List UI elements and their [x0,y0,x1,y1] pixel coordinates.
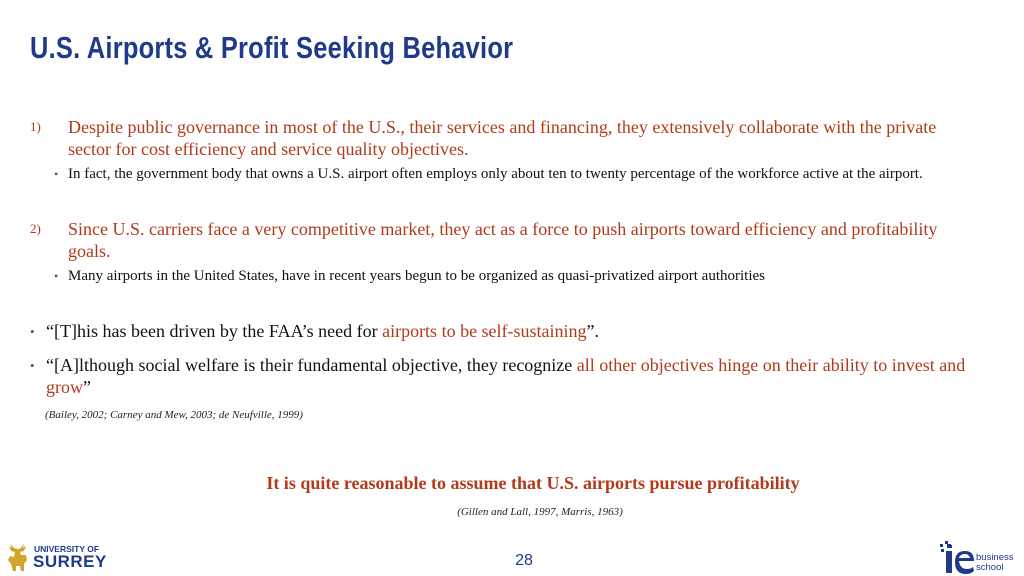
surrey-logo-line2: SURREY [33,552,107,571]
citation-quotes: (Bailey, 2002; Carney and Mew, 2003; de Neufville, 1999) [45,409,303,421]
bullet-icon: • [30,324,35,339]
conclusion-statement: It is quite reasonable to assume that U.S. airports pursue profitability [266,473,800,493]
point-heading: Despite public governance in most of the U.S., their services and financing, they extensively collaborate with the private sector for cost efficiency and service quality objectives. [68,117,937,159]
citation-conclusion: (Gillen and Lall, 1997, Marris, 1963) [457,506,623,518]
quote-highlight: all other objectives hinge on their ability to invest and grow [46,355,966,397]
point-heading: Since U.S. carriers face a very competitive market, they act as a force to push airports toward efficiency and profitability goals. [68,219,938,261]
quote-text: “[A]lthough social welfare is their fundamental objective, they recognize [46,355,577,375]
quote-faa [30,320,990,342]
point-subbullet [54,266,980,286]
quote-text-end: ”. [586,321,600,341]
surrey-logo-line1: UNIVERSITY OF [34,544,100,554]
bullet-icon: • [30,358,35,373]
slide-title: U.S. Airports & Profit Seeking Behavior [30,30,514,65]
point-number: 1) [30,119,41,134]
ie-logo-line1: business [976,552,1014,563]
point-number: 2) [30,221,41,236]
quote-text-end: ” [83,377,91,397]
ie-logo-line2: school [976,562,1004,573]
quote-text: “[T]his has been driven by the FAA’s need for [46,321,383,341]
bullet-icon: • [54,269,59,283]
bullet-icon: • [54,167,59,181]
subbullet-text: In fact, the government body that owns a U.S. airport often employs only about ten to twenty percentage of the workforce active at the airport. [68,166,923,182]
numbered-point-1 [30,116,980,184]
ie-logo-text [976,553,1014,573]
ie-logo-icon [938,538,976,576]
numbered-point-2 [30,218,980,286]
subbullet-text: Many airports in the United States, have in recent years begun to be organized as quasi-privatized airport authorities [68,268,766,284]
point-subbullet [54,164,980,184]
page-number: 28 [515,552,533,569]
quote-social-welfare [30,354,990,398]
quote-highlight: airports to be self-sustaining [382,321,587,341]
stag-crest-icon [4,540,32,574]
ie-business-school-logo [938,538,1024,576]
